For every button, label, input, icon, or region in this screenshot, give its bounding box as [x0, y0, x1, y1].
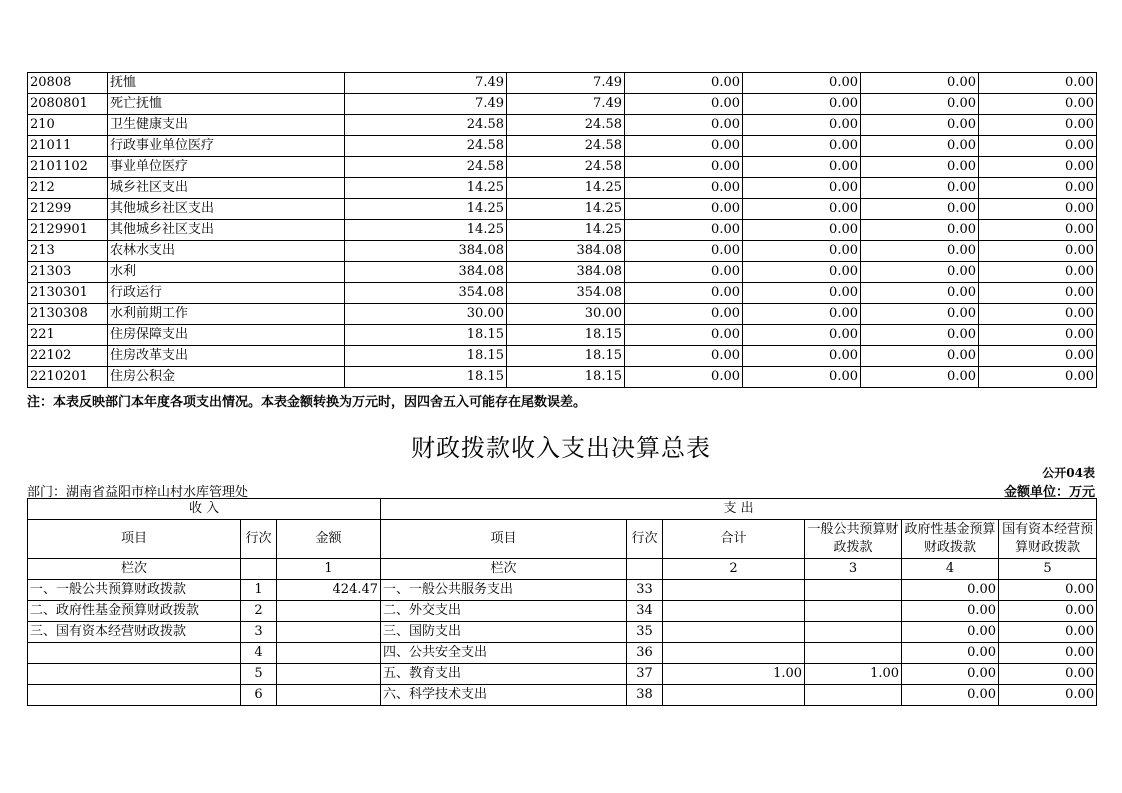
- income-amount: [277, 685, 381, 706]
- row-code: 2210201: [28, 367, 108, 388]
- expense-total: [663, 580, 805, 601]
- expense-total: [663, 622, 805, 643]
- row-name: 事业单位医疗: [108, 157, 345, 178]
- expense-general: [805, 601, 902, 622]
- col-amount: 金额: [277, 520, 381, 559]
- row-value: 14.25: [345, 199, 507, 220]
- row-value: 0.00: [625, 262, 743, 283]
- row-value: 0.00: [979, 325, 1097, 346]
- col-exp-item: 项目: [381, 520, 627, 559]
- row-value: 7.49: [507, 73, 625, 94]
- row-code: 2101102: [28, 157, 108, 178]
- row-value: 0.00: [743, 346, 861, 367]
- expense-gov-fund: 0.00: [902, 601, 999, 622]
- row-code: 221: [28, 325, 108, 346]
- row-value: 0.00: [625, 94, 743, 115]
- row-value: 7.49: [345, 94, 507, 115]
- row-value: 0.00: [743, 115, 861, 136]
- expenditure-detail-table: [27, 72, 1097, 388]
- table-row: [28, 136, 1097, 157]
- row-code: 2130308: [28, 304, 108, 325]
- row-value: 24.58: [507, 157, 625, 178]
- row-value: 0.00: [625, 367, 743, 388]
- table-row: [28, 580, 1097, 601]
- row-value: 0.00: [625, 241, 743, 262]
- row-value: 384.08: [345, 241, 507, 262]
- row-name: 水利: [108, 262, 345, 283]
- income-row-no: 4: [241, 643, 277, 664]
- col-exp-row-no: 行次: [627, 520, 663, 559]
- row-code: 210: [28, 115, 108, 136]
- expense-state-capital: 0.00: [999, 622, 1097, 643]
- lanci-label: 栏次: [28, 559, 241, 580]
- expense-state-capital: 0.00: [999, 601, 1097, 622]
- lanci-5: 5: [999, 559, 1097, 580]
- expense-state-capital: 0.00: [999, 643, 1097, 664]
- row-value: 24.58: [345, 157, 507, 178]
- lanci-blank: [627, 559, 663, 580]
- row-code: 21299: [28, 199, 108, 220]
- row-value: 0.00: [743, 262, 861, 283]
- col-item: 项目: [28, 520, 241, 559]
- row-value: 0.00: [743, 325, 861, 346]
- row-value: 14.25: [507, 199, 625, 220]
- row-value: 0.00: [861, 220, 979, 241]
- row-value: 0.00: [861, 73, 979, 94]
- table-row: [28, 157, 1097, 178]
- expense-gov-fund: 0.00: [902, 664, 999, 685]
- income-amount: [277, 643, 381, 664]
- row-value: 0.00: [979, 220, 1097, 241]
- fiscal-summary-table: [27, 498, 1097, 706]
- row-code: 21303: [28, 262, 108, 283]
- row-value: 0.00: [625, 115, 743, 136]
- expense-general: [805, 643, 902, 664]
- department-label: 部门：湖南省益阳市梓山村水库管理处: [27, 485, 249, 500]
- col-total: 合计: [663, 520, 805, 559]
- row-name: 抚恤: [108, 73, 345, 94]
- expense-item: 三、国防支出: [381, 622, 627, 643]
- row-name: 住房保障支出: [108, 325, 345, 346]
- expense-gov-fund: 0.00: [902, 622, 999, 643]
- row-name: 其他城乡社区支出: [108, 199, 345, 220]
- table-row: [28, 220, 1097, 241]
- row-name: 水利前期工作: [108, 304, 345, 325]
- row-value: 0.00: [625, 73, 743, 94]
- row-value: 30.00: [345, 304, 507, 325]
- income-item: [28, 664, 241, 685]
- row-value: 384.08: [507, 241, 625, 262]
- income-row-no: 6: [241, 685, 277, 706]
- table-row: [28, 643, 1097, 664]
- expense-general: 1.00: [805, 664, 902, 685]
- expense-item: 五、教育支出: [381, 664, 627, 685]
- row-value: 18.15: [507, 325, 625, 346]
- row-value: 0.00: [861, 178, 979, 199]
- row-value: 0.00: [861, 325, 979, 346]
- table-row: [28, 664, 1097, 685]
- row-value: 0.00: [979, 178, 1097, 199]
- unit-label: 金额单位：万元: [1003, 485, 1095, 500]
- income-row-no: 5: [241, 664, 277, 685]
- row-name: 住房公积金: [108, 367, 345, 388]
- row-value: 0.00: [861, 346, 979, 367]
- row-value: 0.00: [743, 367, 861, 388]
- row-value: 0.00: [625, 178, 743, 199]
- lanci-exp-label: 栏次: [381, 559, 627, 580]
- table-row: [28, 346, 1097, 367]
- expense-gov-fund: 0.00: [902, 685, 999, 706]
- row-value: 0.00: [979, 199, 1097, 220]
- row-value: 0.00: [861, 157, 979, 178]
- form-code: 公开04表: [1042, 466, 1095, 480]
- expense-row-no: 38: [627, 685, 663, 706]
- row-value: 0.00: [861, 241, 979, 262]
- expense-item: 六、科学技术支出: [381, 685, 627, 706]
- row-value: 0.00: [979, 262, 1097, 283]
- table-row: [28, 304, 1097, 325]
- income-amount: [277, 664, 381, 685]
- row-name: 卫生健康支出: [108, 115, 345, 136]
- row-value: 0.00: [743, 178, 861, 199]
- row-value: 0.00: [625, 304, 743, 325]
- row-value: 18.15: [345, 325, 507, 346]
- income-amount: 424.47: [277, 580, 381, 601]
- expense-total: [663, 685, 805, 706]
- row-name: 行政运行: [108, 283, 345, 304]
- row-name: 死亡抚恤: [108, 94, 345, 115]
- row-value: 0.00: [625, 325, 743, 346]
- row-value: 0.00: [625, 220, 743, 241]
- row-value: 0.00: [861, 115, 979, 136]
- expense-total: [663, 643, 805, 664]
- table-row: [28, 241, 1097, 262]
- income-item: 二、政府性基金预算财政拨款: [28, 601, 241, 622]
- expense-state-capital: 0.00: [999, 580, 1097, 601]
- lanci-1: 1: [277, 559, 381, 580]
- row-value: 0.00: [861, 199, 979, 220]
- income-item: [28, 643, 241, 664]
- row-value: 0.00: [625, 283, 743, 304]
- row-value: 30.00: [507, 304, 625, 325]
- row-value: 0.00: [979, 241, 1097, 262]
- row-value: 0.00: [743, 73, 861, 94]
- table-row: [28, 94, 1097, 115]
- row-value: 0.00: [979, 304, 1097, 325]
- expense-gov-fund: 0.00: [902, 580, 999, 601]
- expense-gov-fund: 0.00: [902, 643, 999, 664]
- row-code: 21011: [28, 136, 108, 157]
- income-amount: [277, 622, 381, 643]
- table-row: [28, 262, 1097, 283]
- row-value: 0.00: [861, 94, 979, 115]
- row-value: 24.58: [507, 136, 625, 157]
- expense-total: [663, 601, 805, 622]
- lanci-3: 3: [805, 559, 902, 580]
- col-gov-fund: 政府性基金预算财政拨款: [902, 520, 999, 559]
- row-name: 行政事业单位医疗: [108, 136, 345, 157]
- expense-general: [805, 622, 902, 643]
- income-item: 一、一般公共预算财政拨款: [28, 580, 241, 601]
- table-row: [28, 601, 1097, 622]
- row-value: 14.25: [345, 220, 507, 241]
- col-state-capital: 国有资本经营预算财政拨款: [999, 520, 1097, 559]
- row-value: 18.15: [507, 346, 625, 367]
- row-value: 384.08: [507, 262, 625, 283]
- row-value: 0.00: [743, 136, 861, 157]
- row-name: 其他城乡社区支出: [108, 220, 345, 241]
- row-value: 24.58: [345, 136, 507, 157]
- row-value: 0.00: [979, 73, 1097, 94]
- row-code: 212: [28, 178, 108, 199]
- row-code: 2130301: [28, 283, 108, 304]
- row-value: 0.00: [743, 241, 861, 262]
- row-value: 0.00: [861, 304, 979, 325]
- page-title: 财政拨款收入支出决算总表: [411, 434, 711, 462]
- row-value: 384.08: [345, 262, 507, 283]
- income-item: 三、国有资本经营财政拨款: [28, 622, 241, 643]
- expense-item: 二、外交支出: [381, 601, 627, 622]
- expense-state-capital: 0.00: [999, 664, 1097, 685]
- row-value: 18.15: [345, 367, 507, 388]
- row-value: 14.25: [507, 220, 625, 241]
- expense-item: 一、一般公共服务支出: [381, 580, 627, 601]
- expense-row-no: 37: [627, 664, 663, 685]
- table-note: 注：本表反映部门本年度各项支出情况。本表金额转换为万元时，因四舍五入可能存在尾数误差。: [27, 395, 587, 410]
- row-code: 213: [28, 241, 108, 262]
- income-item: [28, 685, 241, 706]
- expense-row-no: 33: [627, 580, 663, 601]
- row-value: 24.58: [507, 115, 625, 136]
- row-value: 0.00: [861, 262, 979, 283]
- table-row: [28, 199, 1097, 220]
- row-value: 18.15: [345, 346, 507, 367]
- expense-general: [805, 580, 902, 601]
- row-name: 住房改革支出: [108, 346, 345, 367]
- row-value: 0.00: [743, 157, 861, 178]
- row-value: 354.08: [345, 283, 507, 304]
- expense-row-no: 34: [627, 601, 663, 622]
- row-value: 0.00: [861, 283, 979, 304]
- table-row: [28, 283, 1097, 304]
- table-row: [28, 178, 1097, 199]
- row-code: 22102: [28, 346, 108, 367]
- table-row: [28, 685, 1097, 706]
- table-row: [28, 622, 1097, 643]
- row-code: 2129901: [28, 220, 108, 241]
- row-code: 2080801: [28, 94, 108, 115]
- row-value: 0.00: [743, 94, 861, 115]
- row-name: 城乡社区支出: [108, 178, 345, 199]
- row-value: 0.00: [625, 346, 743, 367]
- table-row: [28, 115, 1097, 136]
- col-general: 一般公共预算财政拨款: [805, 520, 902, 559]
- row-value: 0.00: [625, 136, 743, 157]
- income-row-no: 3: [241, 622, 277, 643]
- row-value: 354.08: [507, 283, 625, 304]
- income-row-no: 2: [241, 601, 277, 622]
- row-value: 0.00: [743, 199, 861, 220]
- expense-general: [805, 685, 902, 706]
- row-value: 0.00: [979, 157, 1097, 178]
- income-amount: [277, 601, 381, 622]
- row-value: 0.00: [979, 346, 1097, 367]
- row-code: 20808: [28, 73, 108, 94]
- expense-item: 四、公共安全支出: [381, 643, 627, 664]
- table-row: [28, 325, 1097, 346]
- row-name: 农林水支出: [108, 241, 345, 262]
- col-row-no: 行次: [241, 520, 277, 559]
- row-value: 7.49: [507, 94, 625, 115]
- row-value: 7.49: [345, 73, 507, 94]
- row-value: 0.00: [861, 136, 979, 157]
- expense-row-no: 35: [627, 622, 663, 643]
- row-value: 0.00: [625, 157, 743, 178]
- expense-total: 1.00: [663, 664, 805, 685]
- row-value: 0.00: [743, 220, 861, 241]
- table-row: [28, 367, 1097, 388]
- row-value: 14.25: [507, 178, 625, 199]
- row-value: 0.00: [979, 367, 1097, 388]
- row-value: 0.00: [861, 367, 979, 388]
- row-value: 0.00: [979, 115, 1097, 136]
- row-value: 0.00: [743, 304, 861, 325]
- row-value: 0.00: [979, 136, 1097, 157]
- lanci-2: 2: [663, 559, 805, 580]
- row-value: 0.00: [625, 199, 743, 220]
- row-value: 18.15: [507, 367, 625, 388]
- expense-header: 支 出: [381, 499, 1097, 520]
- row-value: 24.58: [345, 115, 507, 136]
- row-value: 14.25: [345, 178, 507, 199]
- lanci-4: 4: [902, 559, 999, 580]
- expense-row-no: 36: [627, 643, 663, 664]
- row-value: 0.00: [743, 283, 861, 304]
- table-row: [28, 73, 1097, 94]
- income-header: 收 入: [28, 499, 381, 520]
- expense-state-capital: 0.00: [999, 685, 1097, 706]
- lanci-blank: [241, 559, 277, 580]
- row-value: 0.00: [979, 283, 1097, 304]
- row-value: 0.00: [979, 94, 1097, 115]
- income-row-no: 1: [241, 580, 277, 601]
